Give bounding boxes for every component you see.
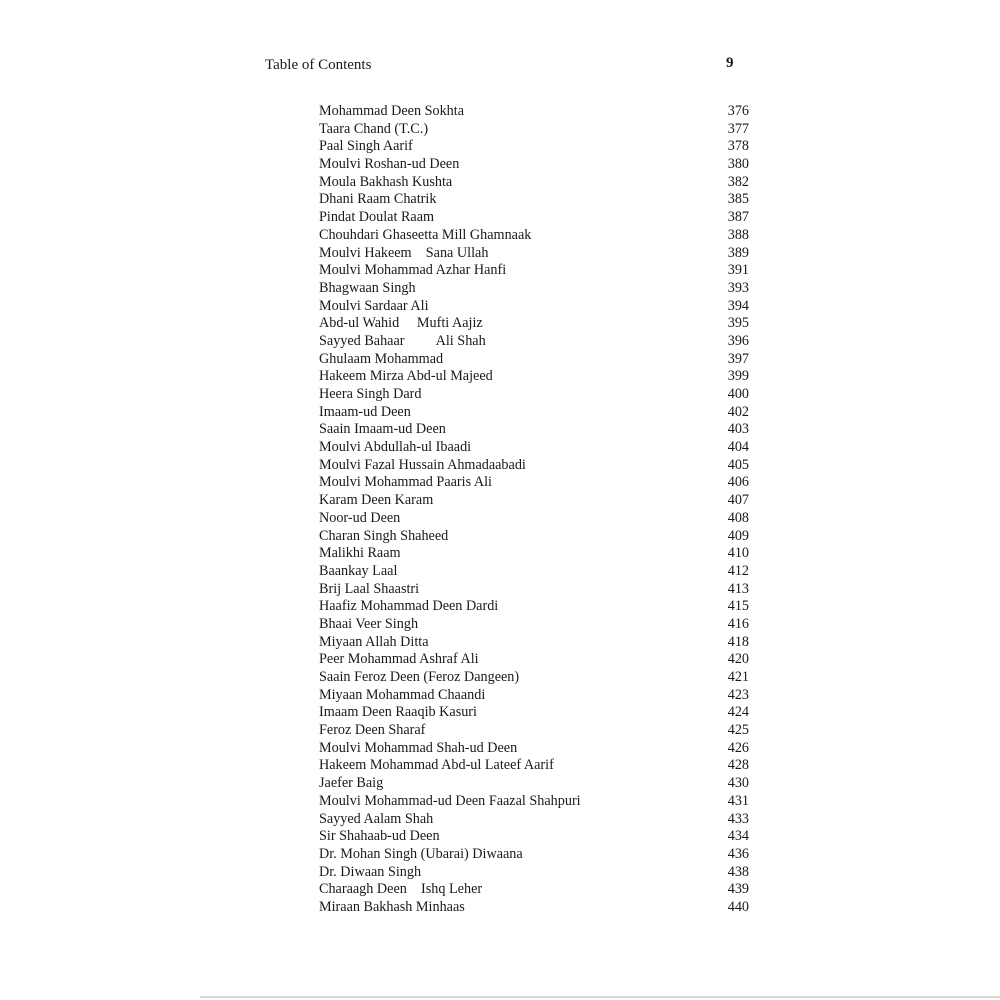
toc-entry-title: Miyaan Allah Ditta xyxy=(319,633,429,650)
toc-entry-page: 430 xyxy=(727,775,749,792)
toc-entry-title: Noor-ud Deen xyxy=(319,509,401,526)
toc-entry-title: Moulvi Mohammad Paaris Ali xyxy=(319,474,492,491)
toc-entry-page: 378 xyxy=(727,138,749,155)
toc-entry-title: Saain Imaam-ud Deen xyxy=(319,421,446,438)
toc-entry xyxy=(319,103,749,121)
toc-entry xyxy=(319,368,749,386)
toc-entry-page: 404 xyxy=(727,439,749,456)
toc-entry-page: 433 xyxy=(727,810,749,827)
toc-entry-page: 421 xyxy=(727,669,749,685)
toc-entry-page: 410 xyxy=(727,545,749,562)
toc-entry-title: Karam Deen Karam xyxy=(319,492,434,509)
toc-entry-page: 431 xyxy=(727,792,749,809)
toc-entry xyxy=(319,421,749,439)
toc-entry-title: Sayyed Bahaar Ali Shah xyxy=(319,332,486,349)
page-number: 9 xyxy=(726,55,734,71)
toc-list xyxy=(319,103,749,917)
toc-entry-title: Moulvi Sardaar Ali xyxy=(319,297,429,314)
toc-entry xyxy=(319,598,749,616)
toc-entry-page: 382 xyxy=(727,173,749,190)
toc-entry-page: 436 xyxy=(727,845,749,862)
toc-entry xyxy=(319,634,749,652)
toc-entry xyxy=(319,333,749,351)
toc-entry xyxy=(319,351,749,369)
toc-entry xyxy=(319,616,749,634)
toc-entry-page: 387 xyxy=(727,209,749,226)
toc-entry-page: 403 xyxy=(727,421,749,438)
toc-entry xyxy=(319,740,749,758)
toc-entry-title: Hakeem Mohammad Abd-ul Lateef Aarif xyxy=(319,757,554,774)
toc-entry xyxy=(319,191,749,209)
toc-entry xyxy=(319,687,749,705)
toc-entry-title: Sir Shahaab-ud Deen xyxy=(319,828,440,845)
toc-entry xyxy=(319,457,749,475)
toc-entry-page: 395 xyxy=(727,315,749,332)
toc-entry-title: Moula Bakhash Kushta xyxy=(319,173,453,190)
toc-entry xyxy=(319,386,749,404)
toc-entry xyxy=(319,722,749,740)
toc-entry xyxy=(319,245,749,263)
toc-entry xyxy=(319,545,749,563)
toc-entry-title: Miraan Bakhash Minhaas xyxy=(319,898,465,915)
toc-entry xyxy=(319,828,749,846)
toc-entry xyxy=(319,138,749,156)
toc-entry-page: 389 xyxy=(727,244,749,261)
toc-entry-title: Miyaan Mohammad Chaandi xyxy=(319,686,486,703)
toc-entry-page: 423 xyxy=(727,686,749,703)
toc-entry-title: Dr. Diwaan Singh xyxy=(319,863,422,880)
toc-entry-title: Moulvi Mohammad-ud Deen Faazal Shahpuri xyxy=(319,792,581,809)
toc-entry xyxy=(319,174,749,192)
toc-entry-page: 393 xyxy=(727,279,749,296)
toc-entry-title: Moulvi Hakeem Sana Ullah xyxy=(319,244,489,261)
toc-entry-title: Abd-ul Wahid Mufti Aajiz xyxy=(319,315,483,332)
toc-entry xyxy=(319,298,749,316)
toc-entry-title: Pindat Doulat Raam xyxy=(319,209,435,226)
toc-entry xyxy=(319,492,749,510)
toc-entry-title: Moulvi Fazal Hussain Ahmadaabadi xyxy=(319,456,526,473)
toc-entry-page: 439 xyxy=(727,881,749,898)
toc-entry-page: 391 xyxy=(727,262,749,279)
toc-entry-page: 416 xyxy=(727,615,749,632)
toc-entry-page: 415 xyxy=(727,598,749,615)
toc-entry-title: Moulvi Abdullah-ul Ibaadi xyxy=(319,439,472,456)
toc-entry xyxy=(319,280,749,298)
toc-entry xyxy=(319,793,749,811)
toc-entry-page: 408 xyxy=(727,509,749,526)
toc-entry xyxy=(319,209,749,227)
toc-entry-page: 394 xyxy=(727,297,749,314)
toc-entry-title: Chouhdari Ghaseetta Mill Ghamnaak xyxy=(319,226,532,243)
toc-entry-page: 438 xyxy=(727,863,749,880)
toc-entry-page: 409 xyxy=(727,527,749,544)
toc-entry xyxy=(319,757,749,775)
toc-entry-title: Dhani Raam Chatrik xyxy=(319,191,437,208)
toc-entry-title: Sayyed Aalam Shah xyxy=(319,810,434,827)
toc-entry-title: Ghulaam Mohammad xyxy=(319,350,444,367)
toc-entry-title: Charaagh Deen Ishq Leher xyxy=(319,881,483,898)
toc-entry xyxy=(319,581,749,599)
toc-entry-page: 396 xyxy=(727,332,749,349)
toc-entry-title: Taara Chand (T.C.) xyxy=(319,120,429,137)
toc-entry-page: 376 xyxy=(727,103,749,119)
toc-entry xyxy=(319,121,749,139)
toc-entry-title: Peer Mohammad Ashraf Ali xyxy=(319,651,479,668)
toc-entry xyxy=(319,846,749,864)
toc-entry-title: Dr. Mohan Singh (Ubarai) Diwaana xyxy=(319,845,523,862)
toc-entry-title: Moulvi Mohammad Azhar Hanfi xyxy=(319,262,507,279)
toc-entry-page: 425 xyxy=(727,722,749,739)
toc-entry xyxy=(319,704,749,722)
toc-entry-title: Imaam Deen Raaqib Kasuri xyxy=(319,704,477,721)
toc-entry xyxy=(319,651,749,669)
toc-entry xyxy=(319,899,749,917)
toc-entry xyxy=(319,315,749,333)
page-edge xyxy=(200,996,1000,998)
toc-entry-page: 412 xyxy=(727,562,749,579)
toc-entry-title: Moulvi Roshan-ud Deen xyxy=(319,156,460,173)
toc-entry-title: Bhaai Veer Singh xyxy=(319,615,419,632)
toc-entry-title: Mohammad Deen Sokhta xyxy=(319,103,464,119)
toc-entry-page: 434 xyxy=(727,828,749,845)
toc-entry-page: 406 xyxy=(727,474,749,491)
toc-entry-title: Charan Singh Shaheed xyxy=(319,527,449,544)
toc-entry-title: Imaam-ud Deen xyxy=(319,403,411,420)
toc-entry xyxy=(319,881,749,899)
toc-entry xyxy=(319,404,749,422)
toc-entry-page: 399 xyxy=(727,368,749,385)
toc-entry-page: 440 xyxy=(727,898,749,915)
toc-entry-page: 397 xyxy=(727,350,749,367)
toc-entry-page: 405 xyxy=(727,456,749,473)
toc-entry-page: 428 xyxy=(727,757,749,774)
toc-entry xyxy=(319,156,749,174)
toc-entry xyxy=(319,563,749,581)
toc-entry xyxy=(319,474,749,492)
toc-entry-title: Hakeem Mirza Abd-ul Majeed xyxy=(319,368,493,385)
toc-entry xyxy=(319,775,749,793)
toc-entry-page: 380 xyxy=(727,156,749,173)
toc-entry-title: Paal Singh Aarif xyxy=(319,138,413,155)
toc-entry xyxy=(319,262,749,280)
toc-entry xyxy=(319,528,749,546)
toc-entry-title: Haafiz Mohammad Deen Dardi xyxy=(319,598,499,615)
toc-entry-page: 424 xyxy=(727,704,749,721)
toc-entry xyxy=(319,669,749,687)
toc-entry-page: 418 xyxy=(727,633,749,650)
running-head: Table of Contents xyxy=(265,57,372,73)
toc-entry-title: Malikhi Raam xyxy=(319,545,401,562)
toc-entry xyxy=(319,864,749,882)
toc-entry-page: 407 xyxy=(727,492,749,509)
toc-entry xyxy=(319,439,749,457)
toc-entry-page: 426 xyxy=(727,739,749,756)
toc-entry-page: 377 xyxy=(727,120,749,137)
toc-entry-page: 388 xyxy=(727,226,749,243)
toc-entry-title: Brij Laal Shaastri xyxy=(319,580,420,597)
toc-entry-title: Moulvi Mohammad Shah-ud Deen xyxy=(319,739,518,756)
toc-entry-title: Bhagwaan Singh xyxy=(319,279,416,296)
toc-entry-page: 402 xyxy=(727,403,749,420)
toc-entry xyxy=(319,811,749,829)
toc-entry-title: Baankay Laal xyxy=(319,562,398,579)
toc-entry-title: Feroz Deen Sharaf xyxy=(319,722,426,739)
toc-entry-page: 385 xyxy=(727,191,749,208)
toc-entry xyxy=(319,227,749,245)
toc-entry-title: Jaefer Baig xyxy=(319,775,384,792)
toc-entry-title: Saain Feroz Deen (Feroz Dangeen) xyxy=(319,669,520,685)
toc-entry xyxy=(319,510,749,528)
toc-entry-title: Heera Singh Dard xyxy=(319,386,422,402)
toc-entry-page: 400 xyxy=(727,386,749,402)
toc-entry-page: 413 xyxy=(727,580,749,597)
toc-entry-page: 420 xyxy=(727,651,749,668)
